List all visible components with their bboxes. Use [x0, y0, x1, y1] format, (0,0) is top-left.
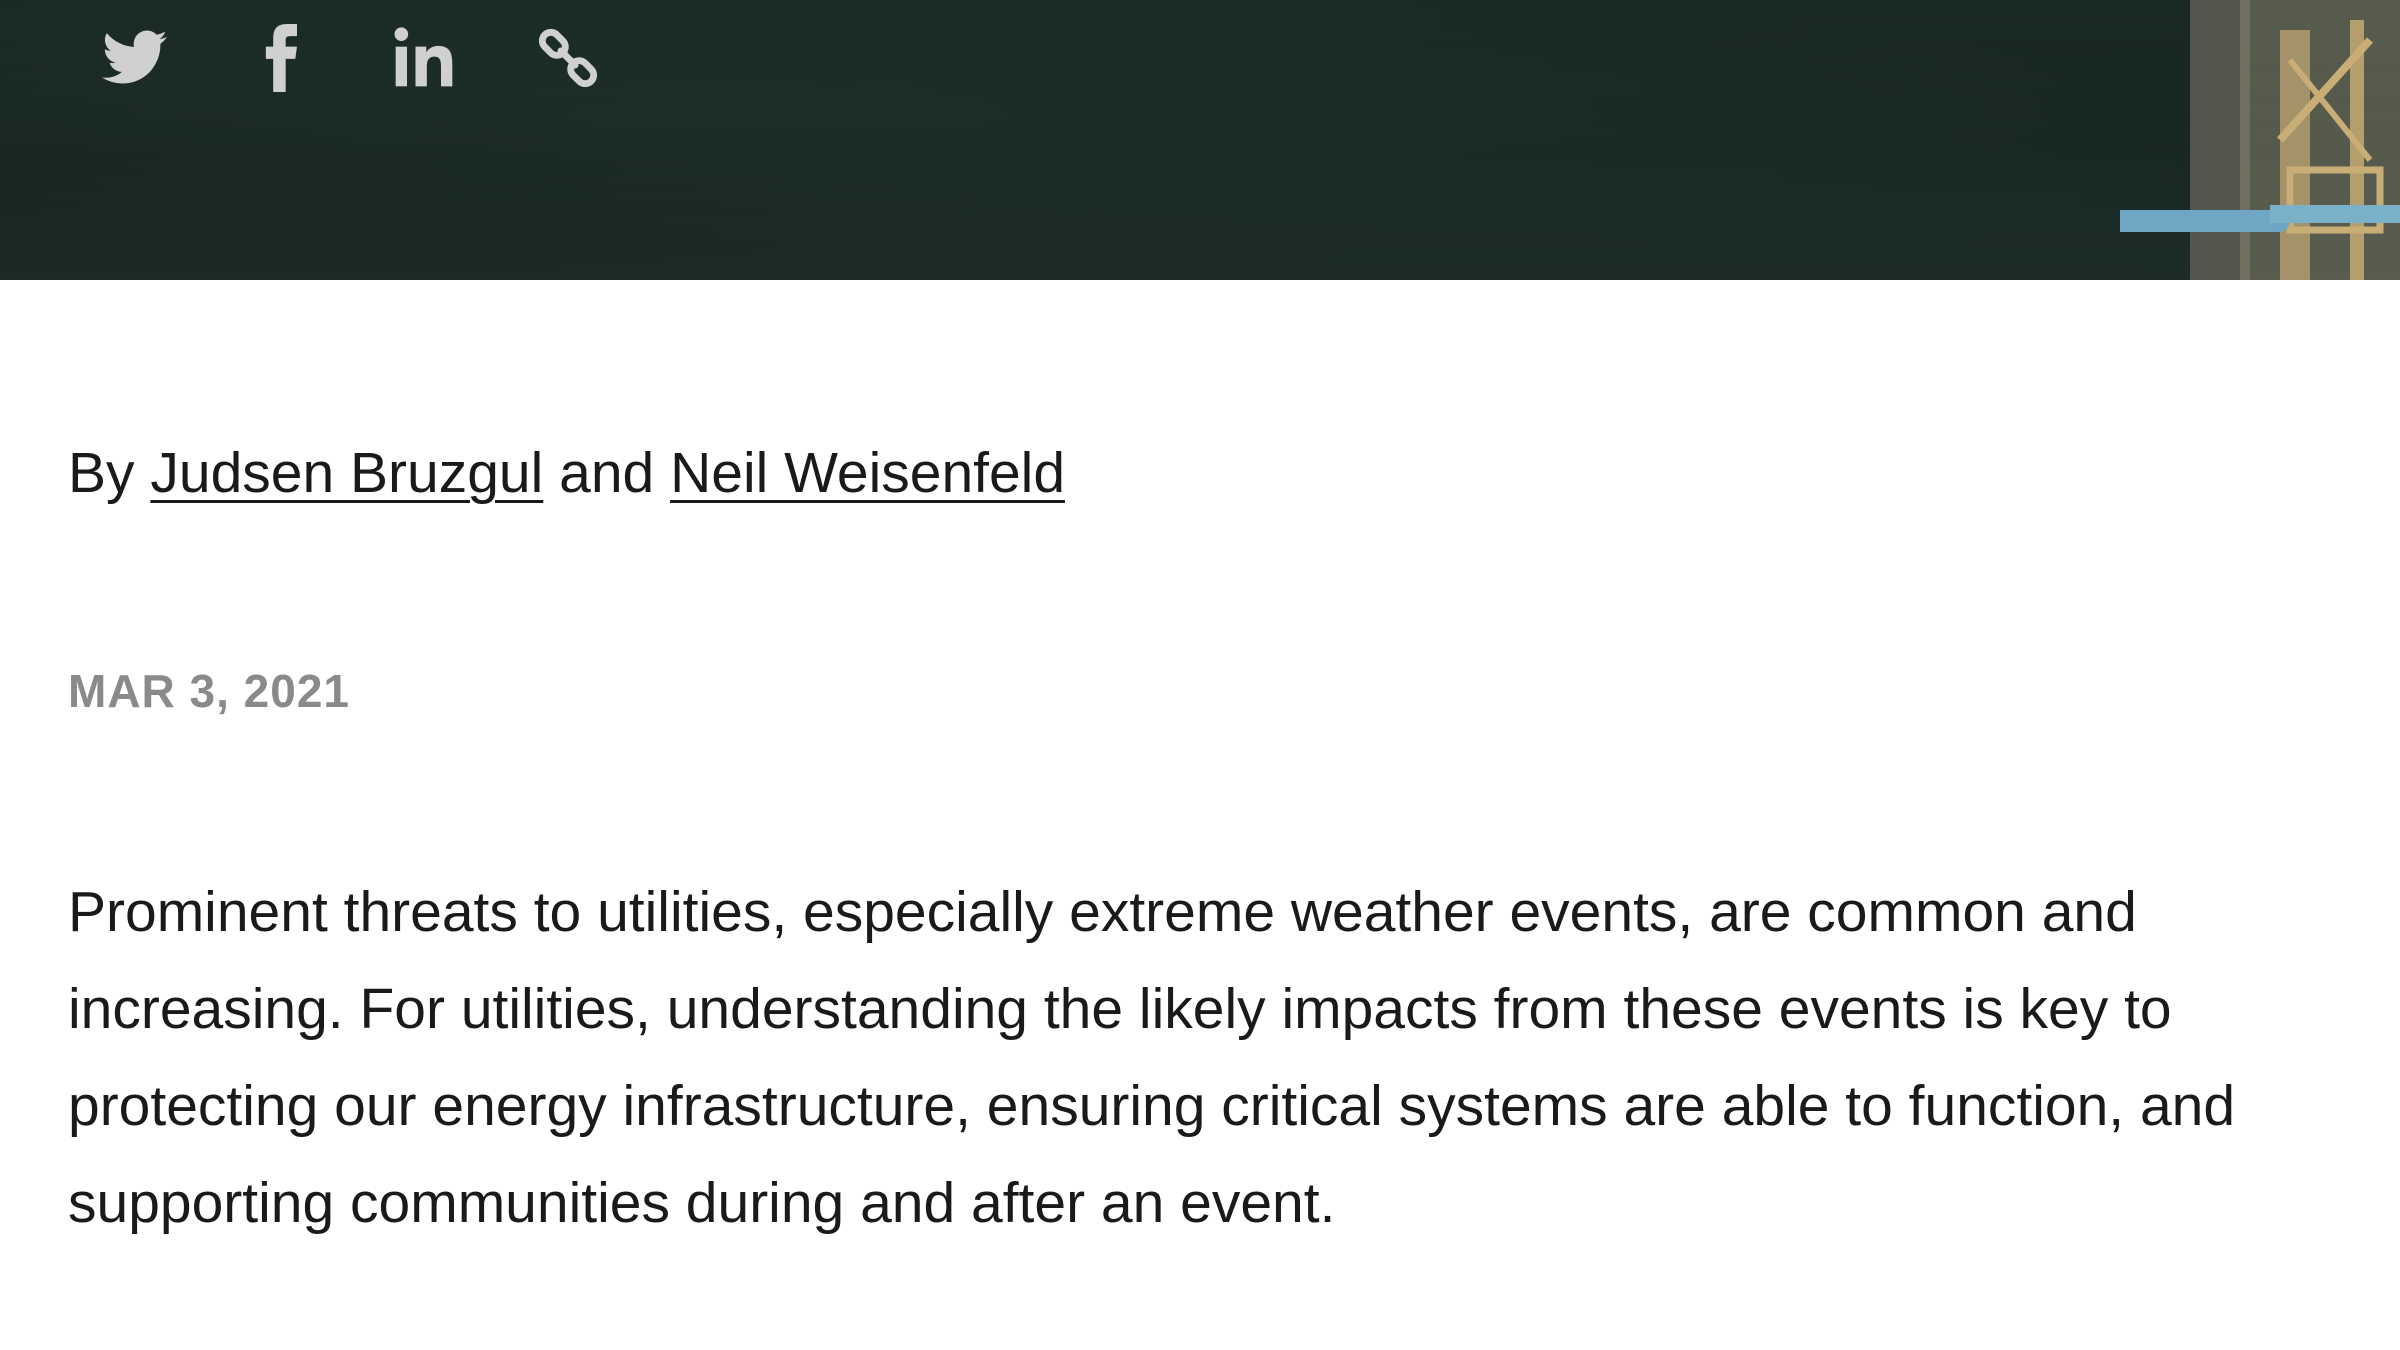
byline-prefix: By — [68, 441, 135, 505]
publish-date: MAR 3, 2021 — [68, 665, 351, 717]
byline — [68, 438, 1065, 508]
linkedin-share-button[interactable] — [388, 22, 460, 94]
offshore-structure-graphic — [2120, 0, 2400, 280]
author-link-neil-weisenfeld[interactable]: Neil Weisenfeld — [670, 441, 1066, 505]
social-share-bar — [100, 18, 604, 98]
linkedin-icon — [390, 24, 458, 92]
twitter-icon — [102, 24, 170, 92]
article-paragraph: Prominent threats to utilities, especially extreme weather events, are common and increasing. For utilities, understanding the likely impacts from these events is key to protecting our energy infrastructure, ensuring critical systems are able to function, and supporting communities during and after an event. — [68, 880, 2236, 1235]
hero-image — [0, 0, 2400, 280]
facebook-icon — [246, 24, 314, 92]
author-link-judsen-bruzgul[interactable]: Judsen Bruzgul — [150, 441, 544, 505]
link-icon — [534, 24, 602, 92]
copy-link-button[interactable] — [532, 22, 604, 94]
byline-conjunction: and — [559, 441, 655, 505]
twitter-share-button[interactable] — [100, 22, 172, 94]
facebook-share-button[interactable] — [244, 22, 316, 94]
